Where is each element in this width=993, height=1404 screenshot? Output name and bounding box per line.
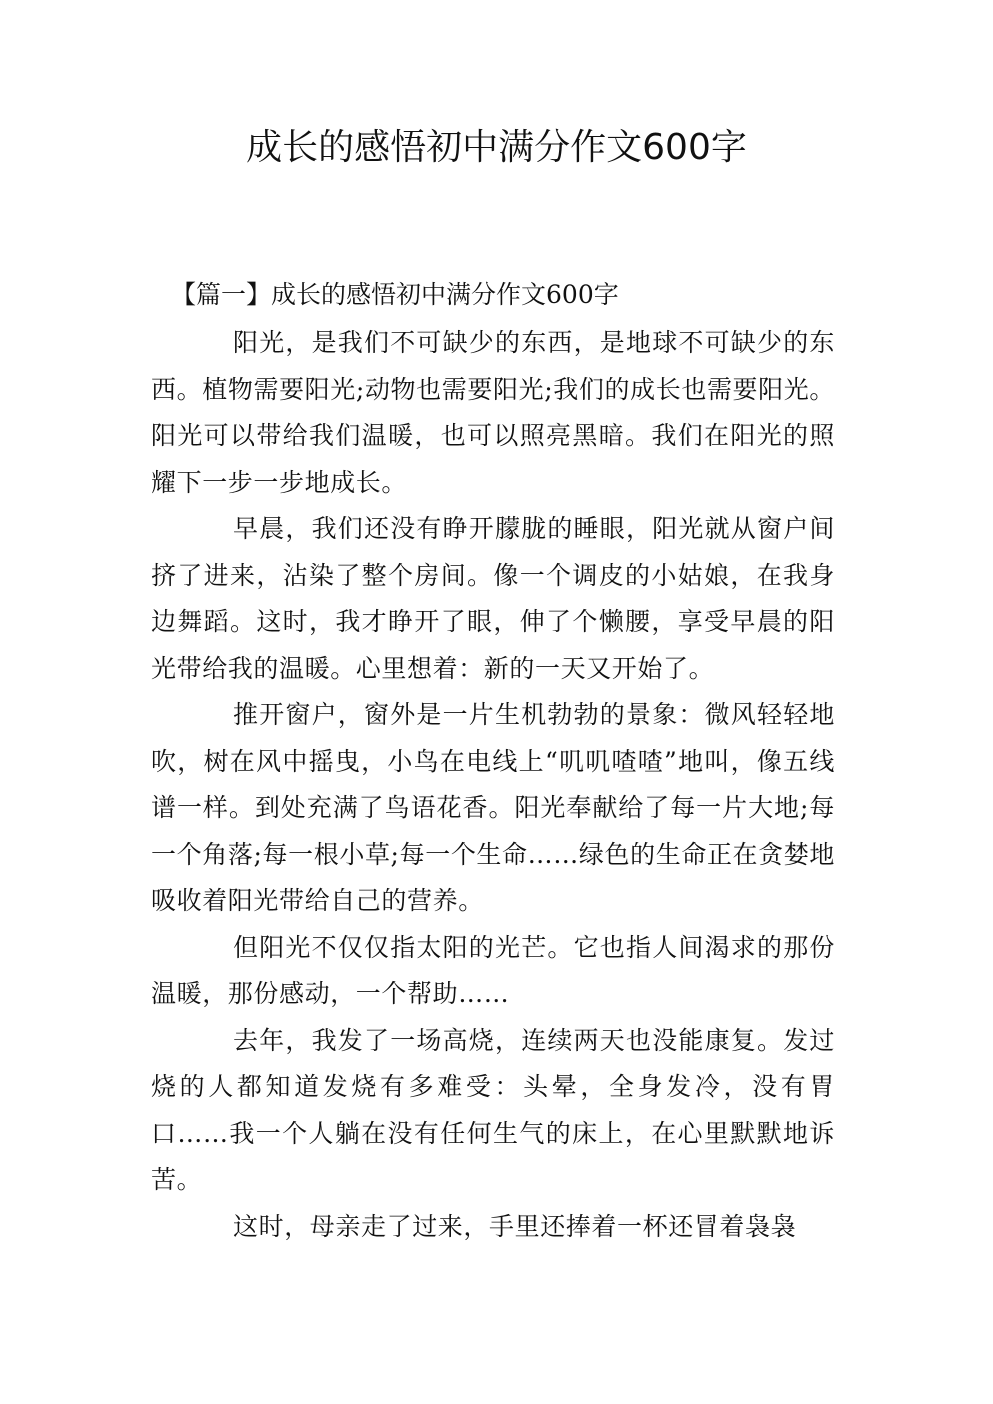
paragraph: 这时，母亲走了过来，手里还捧着一杯还冒着袅袅 bbox=[233, 1211, 797, 1241]
paragraph: 但阳光不仅仅指太阳的光芒。它也指人间渴求的那份温暖，那份感动，一个帮助…… bbox=[151, 932, 835, 1008]
paragraph: 去年，我发了一场高烧，连续两天也没能康复。发过烧的人都知道发烧有多难受：头晕，全身发冷，没有胃口……我一个人躺在没有任何生气的床上，在心里默默地诉苦。 bbox=[151, 1025, 835, 1194]
section-heading: 【篇一】成长的感悟初中满分作文600字 bbox=[171, 280, 619, 309]
paragraph: 早晨，我们还没有睁开朦胧的睡眼，阳光就从窗户间挤了进来，沾染了整个房间。像一个调皮的小姑娘，在我身边舞蹈。这时，我才睁开了眼，伸了个懒腰，享受早晨的阳光带给我的温暖。心里想着：新的一天又开始了。 bbox=[151, 514, 835, 683]
document-body bbox=[151, 270, 835, 1250]
paragraph: 阳光，是我们不可缺少的东西，是地球不可缺少的东西。植物需要阳光;动物也需要阳光;我们的成长也需要阳光。阳光可以带给我们温暖，也可以照亮黑暗。我们在阳光的照耀下一步一步地成长。 bbox=[151, 328, 835, 497]
document-title: 成长的感悟初中满分作文600字 bbox=[246, 127, 747, 168]
paragraph: 推开窗户，窗外是一片生机勃勃的景象：微风轻轻地吹，树在风中摇曳，小鸟在电线上“叽叽喳喳”地叫，像五线谱一样。到处充满了鸟语花香。阳光奉献给了每一片大地;每一个角落;每一根小草;每一个生命……绿色的生命正在贪婪地吸收着阳光带给自己的营养。 bbox=[151, 700, 835, 915]
